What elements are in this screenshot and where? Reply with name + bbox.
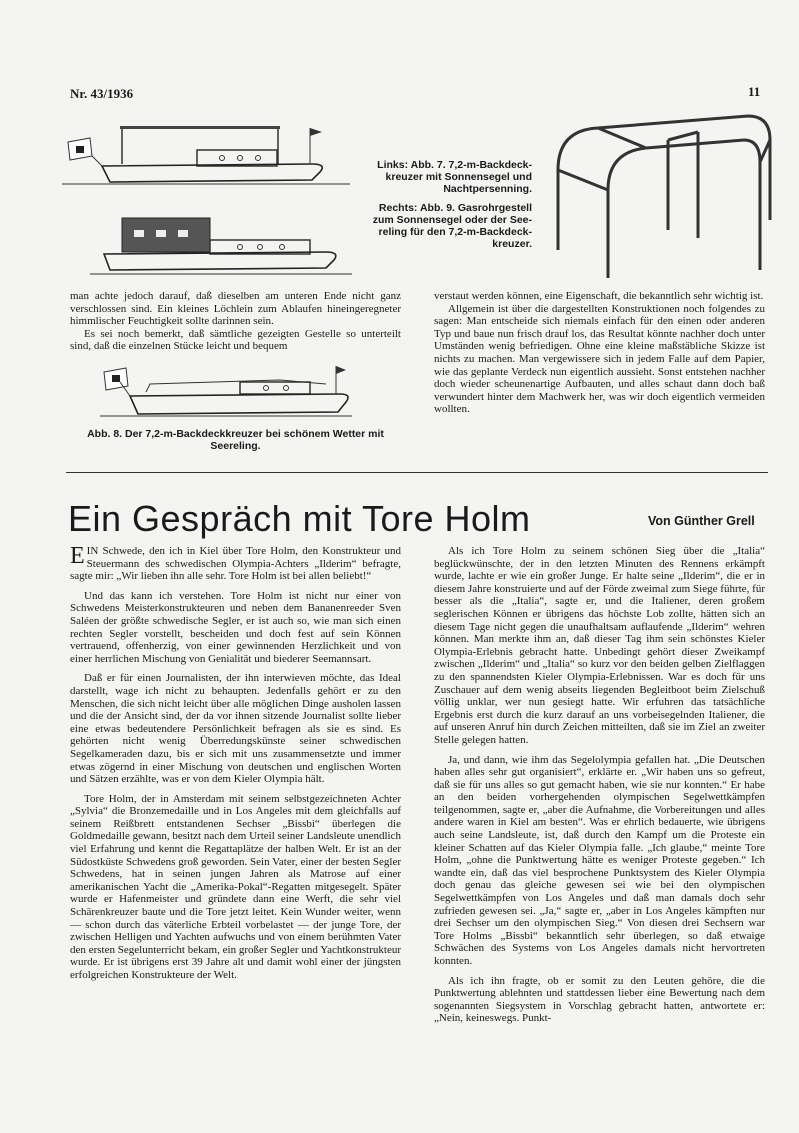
caption-fig9: Rechts: Abb. 9. Gasrohrgestell zum Sonnensegel oder der See-reling für den 7,2-m-Backdeck-kreuzer. <box>372 202 532 250</box>
page-number: 11 <box>748 84 761 99</box>
caption-fig7: Links: Abb. 7. 7,2-m-Backdeck-kreuzer mit Sonnensegel und Nachtpersenning. <box>377 159 532 195</box>
divider <box>66 472 768 473</box>
boat-awning-illustration <box>62 120 352 190</box>
top-left-text <box>70 290 401 353</box>
article-author: Von Günther Grell <box>648 514 755 528</box>
paragraph: Als ich ihn fragte, ob er somit zu den Leuten gehöre, die die Punktwertung ablehnten und stattdessen lieber eine Bewertung nach dem sogenannten Siegsystem in Vorschlag gebracht hatten, antwortete er: „Nein, keineswegs. Punkt- <box>434 974 765 1025</box>
top-right-text <box>434 290 765 416</box>
paragraph: Allgemein ist über die dargestellten Konstruktionen noch folgendes zu sagen: Man entscheide sich niemals einfach für den einen oder anderen Typ und baue nun frisch drauf los, das Resultat könnte nachher doch unter Umständen wenig befriedigen. Ohne eine kleine maßstäbliche Skizze ist nichts zu machen. Man vergewissere sich in jedem Falle auf dem Papier, wie das geplante Verdeck nun eigentlich aussieht. Sonst entstehen nachher doch wieder scheunenartige Aufbauten, und alles schaut dann doch baß verwundert hinter dem Machwerk her, was wir doch eigentlich vermeiden wollten. <box>434 302 765 416</box>
paragraph: Es sei noch bemerkt, daß sämtliche gezeigten Gestelle so unterteilt sind, daß die einzelnen Stücke leicht und bequem <box>70 327 401 353</box>
dropcap: E <box>70 543 85 569</box>
article-title: Ein Gespräch mit Tore Holm <box>68 498 531 539</box>
article-left-column <box>70 545 401 982</box>
caption-fig8: Abb. 8. Der 7,2-m-Backdeckkreuzer bei schönem Wetter mit Seereling. <box>87 428 384 452</box>
issue-number: Nr. 43/1936 <box>70 86 134 101</box>
boat-rail-illustration <box>90 362 352 424</box>
article-right-column <box>434 545 765 1025</box>
pipe-frame-illustration <box>548 110 778 280</box>
paragraph: Als ich Tore Holm zu seinem schönen Sieg über die „Italia“ beglückwünschte, der in den letzten Minuten des Rennens erkämpft wurde, lachte er wie ein großer Junge. Er halte seine „Ilderim“, die er in diesem Jahre konstruierte und auf der Förde zweimal zum Siege führte, für besser als die „Italia“, sagte er, und die Italiener, deren großem seglerischen Können er übrigens das höchste Lob zollte, hätten sich an diesem Tage nicht gegen die unaufhaltsam auflaufende „Ilderim“ wehren können. Man merkte ihm an, daß dieser Tag ihm sein schönstes Kieler Olympia-Erlebnis gebracht hatte. Unbedingt gehört dieser Zweikampf zwischen „Ilderim“ und „Italia“ so kurz vor den beiden gelben Zielflaggen zu den spannendsten Kieler Olympia-Erlebnissen. War es doch für uns Zuschauer auf dem wenig abseits liegenden Begleitboot beim Zielschuß völlig unklar, wer nun gesiegt hatte. Wir erfuhren das tatsächliche Ergebnis erst durch die kurz darauf an uns vorbeisegelnden Italiener, die auf unseren Anruf hin durch Zeichen mitteilten, daß sie im Ziel an zweiter Stelle gelegen hatten. <box>434 545 765 746</box>
paragraph: verstaut werden können, eine Eigenschaft, die bekanntlich sehr wichtig ist. <box>434 290 764 302</box>
paragraph: IN Schwede, den ich in Kiel über Tore Holm, den Konstrukteur und Steuermann des schwedischen Olympia-Achters „Ilderim“ befragte, sagte mir: „Wir lieben ihn alle sehr. Tore Holm ist bei allen beliebt!“ <box>70 545 401 583</box>
paragraph: Und das kann ich verstehen. Tore Holm ist nicht nur einer von Schwedens Meisterkonstrukteuren und neben dem Bananenreeder Sven Saléen der größte schwedische Segler, er ist auch so, wie man sich einen rechten Segler vorstellt, bescheiden und doch fest auf sein Können vertrauend, offenherzig, von einer gewinnenden Herzlichkeit und von einer herrlichen Mischung von Genialität und biederer Seemannsart. <box>70 589 401 665</box>
boat-night-cover-illustration <box>90 210 352 282</box>
paragraph: Ja, und dann, wie ihm das Segelolympia gefallen hat. „Die Deutschen haben alles sehr gut organisiert“, erklärte er. „Wir haben uns so gefreut, daß sie für uns alles so gut gemacht haben, wie sie nur konnten.“ Er habe an den beiden vorhergehenden olympischen Segelwettkämpfen teilgenommen, sagte er, „aber die Aufnahme, die Vorbereitungen und alles andere waren in Kiel am besten“. Was er ehrlich bedauerte, wie übrigens auch seine Landsleute, ist, daß durch den Kampf um die Proteste ein kleiner Schatten auf das Kieler Olympia falle. „Ich glaube,“ meinte Tore Holm, „ohne die Punktwertung hätte es weniger Proteste gegeben.“ Ich wandte ein, daß das viel besprochene Punktsystem des Kieler Olympia doch genau das gleiche gewesen sei wie bei den olympischen Segelwettkämpfen von Los Angeles und daß man damals doch sehr zufrieden gewesen sei. „Ja,“ sagte er, „aber in Los Angeles kämpften nur drei Sechser um den olympischen Sieg.“ Von diesen drei Sechsern war Tore Holms „Bissbi“ bekanntlich sehr überlegen, so daß etwaige Schwächen des Systems von Los Angeles damals nicht hervortreten konnten. <box>434 753 765 967</box>
paragraph: Tore Holm, der in Amsterdam mit seinem selbstgezeichneten Achter „Sylvia“ die Bronzemedaille und in Los Angeles mit dem gleichfalls auf seinem Reißbrett entstandenen Sechser „Bissbi“ überlegen die Goldmedaille gewann, besitzt nach dem Urteil seiner Landsleute unendlich viel Erfahrung und kennt die Regattaplätze der halben Welt. Er ist an der Südostküste Schwedens groß geworden. Sein Vater, einer der besten Segler Schwedens, hat in seinen jungen Jahren als Matrose auf einer amerikanischen Yacht die „Amerika-Pokal“-Regatten mitgesegelt. Später wurde er Hafenmeister und gründete dann eine Werft, die sehr viel Schärenkreuzer baute und die Tore jetzt leitet. Kein Wunder weiter, wenn — schon durch das väterliche Erbteil vorbelastet — der junge Tore, der zwischen Helligen und Yachten aufwuchs und von einem berühmten Vater den ersten Segelunterricht bekam, ein großer Segler und Yachtkonstrukteur wurde. Er ist übrigens erst 39 Jahre alt und damit wohl einer der jüngsten erfolgreichen Konstrukteure der Welt. <box>70 792 401 981</box>
paragraph: man achte jedoch darauf, daß dieselben am unteren Ende nicht ganz verschlossen sind. Ein kleines Löchlein zum Ablaufen hineingeregneter himmlischer Feuchtigkeit sollte darinnen sein. <box>70 290 401 328</box>
paragraph: Daß er für einen Journalisten, der ihn interwieven möchte, das Ideal darstellt, wage ich nicht zu behaupten. Jedenfalls gehört er zu den Menschen, die sich nicht leicht über alle möglichen Dinge ausholen lassen und die der Ansicht sind, der da vor ihnen sitzende Journalist sollte lieber eine etwas bedeutendere Persönlichkeit befragen als sie es sind. Es gehörten nicht wenig Überredungskünste seiner schwedischen Segelkameraden dazu, bis er sich mit uns zusammensetzte und immer etwas zögernd in einer Mischung von deutschen und englischen Worten und Sätzen erzählte, was er von dem Kieler Olympia hält. <box>70 672 401 786</box>
